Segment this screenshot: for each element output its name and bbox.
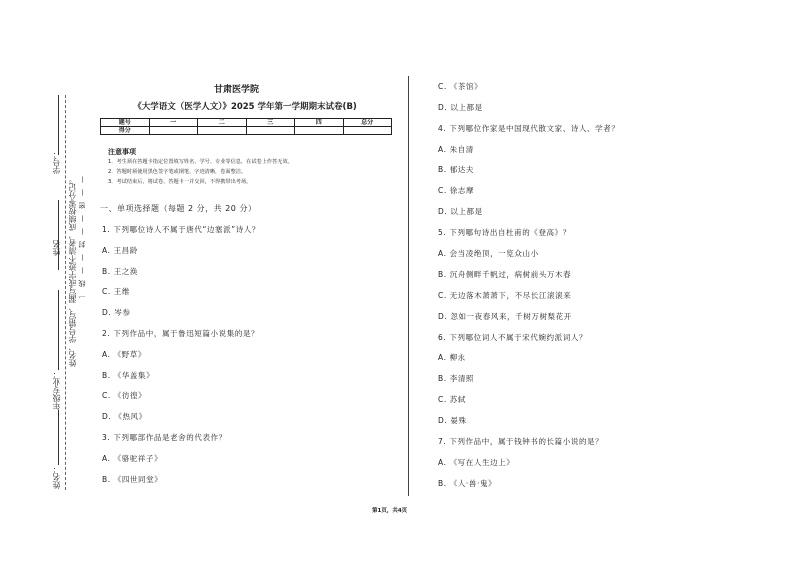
score-cell xyxy=(295,127,344,135)
seal-cut-line-text: 一线——封——密—— xyxy=(78,170,86,300)
option-line: A. 会当凌绝顶，一览众山小 xyxy=(438,249,539,258)
notice-item: 3．考试结束后，将试卷、答题卡一并交回，不得携带出考场。 xyxy=(108,179,252,185)
option-line: B. 《华盖集》 xyxy=(102,371,155,380)
option-line: B. 沉舟侧畔千帆过，病树前头万木春 xyxy=(438,270,572,279)
score-cell: 三 xyxy=(246,119,295,127)
option-line: D. 晏殊 xyxy=(438,416,467,425)
question-line: 3. 下列哪部作品是老舍的代表作？ xyxy=(102,433,227,442)
score-cell: 总分 xyxy=(343,119,392,127)
option-line: B. 《人·兽·鬼》 xyxy=(438,479,497,488)
option-line: D. 《热风》 xyxy=(102,412,147,421)
name-bottom-underline xyxy=(58,410,59,465)
score-table-header-row xyxy=(101,119,392,127)
score-cell: 得分 xyxy=(101,127,150,135)
score-cell xyxy=(149,127,198,135)
question-line: 4. 下列哪位作家是中国现代散文家、诗人、学者？ xyxy=(438,124,620,133)
option-line: B. 李清照 xyxy=(438,374,475,383)
notice-item: 2．答题时须使用黑色签字笔或钢笔，字迹清晰，卷面整洁。 xyxy=(108,169,247,175)
option-line: C. 《彷徨》 xyxy=(102,391,147,400)
option-line: C. 《茶馆》 xyxy=(438,82,483,91)
option-line: A. 朱自清 xyxy=(438,145,474,154)
option-line: D. 忽如一夜春风来，千树万树梨花开 xyxy=(438,312,572,321)
option-line: B. 王之涣 xyxy=(102,267,139,276)
column-divider xyxy=(408,76,409,496)
binding-instruction: 姓名、学号错写、漏写或字迹不清者，成绩按零分记。 xyxy=(68,175,77,367)
question-line: 1. 下列哪位诗人不属于唐代“边塞派”诗人？ xyxy=(102,225,261,234)
name-underline xyxy=(58,200,59,270)
option-line: D. 岑参 xyxy=(102,308,131,317)
option-line: A. 柳永 xyxy=(438,353,466,362)
student-id-underline xyxy=(58,95,59,155)
score-cell xyxy=(198,127,247,135)
score-cell xyxy=(246,127,295,135)
option-line: C. 徐志摩 xyxy=(438,186,475,195)
name-label-bottom: 姓名： xyxy=(52,465,61,489)
score-cell: 题号 xyxy=(101,119,150,127)
score-cell: 二 xyxy=(198,119,247,127)
option-line: A. 《骆驼祥子》 xyxy=(102,454,163,463)
score-table-score-row xyxy=(101,127,392,135)
option-line: C. 王维 xyxy=(102,287,131,296)
option-line: A. 《野草》 xyxy=(102,350,146,359)
major-label: 年级专业： xyxy=(52,370,61,410)
question-line: 5. 下列哪句诗出自杜甫的《登高》？ xyxy=(438,228,571,237)
question-line: 6. 下列哪位词人不属于宋代婉约派词人？ xyxy=(438,333,588,342)
major-underline xyxy=(58,290,59,370)
binding-dashed-line xyxy=(65,95,66,490)
question-line: 7. 下列作品中，属于钱钟书的长篇小说的是？ xyxy=(438,437,604,446)
exam-title: 《大学语文（医学人文）》2025 学年第一学期期末试卷(B) xyxy=(133,102,357,112)
score-cell: 四 xyxy=(295,119,344,127)
question-line: 2. 下列作品中，属于鲁迅短篇小说集的是？ xyxy=(102,329,260,338)
option-line: A. 王昌龄 xyxy=(102,246,138,255)
notice-title: 注意事项 xyxy=(108,148,136,156)
option-line: D. 以上都是 xyxy=(438,103,483,112)
page-number: 第1页，共4页 xyxy=(372,508,408,514)
score-cell xyxy=(343,127,392,135)
score-cell: 一 xyxy=(149,119,198,127)
score-table xyxy=(100,118,392,135)
school-name: 甘肃医学院 xyxy=(214,85,260,95)
option-line: C. 无边落木萧萧下，不尽长江滚滚来 xyxy=(438,291,572,300)
option-line: A. 《写在人生边上》 xyxy=(438,458,515,467)
option-line: B. 《四世同堂》 xyxy=(102,475,163,484)
option-line: B. 郁达夫 xyxy=(438,165,475,174)
option-line: C. 苏轼 xyxy=(438,395,467,404)
name-label-top: 姓名 xyxy=(52,240,61,256)
student-id-label: 学号： xyxy=(52,150,61,174)
notice-item: 1．考生须在答题卡指定位置填写姓名、学号、专业等信息，在试卷上作答无效。 xyxy=(108,159,293,165)
section-title: 一、单项选择题（每题 2 分，共 20 分） xyxy=(100,204,257,213)
option-line: D. 以上都是 xyxy=(438,207,483,216)
